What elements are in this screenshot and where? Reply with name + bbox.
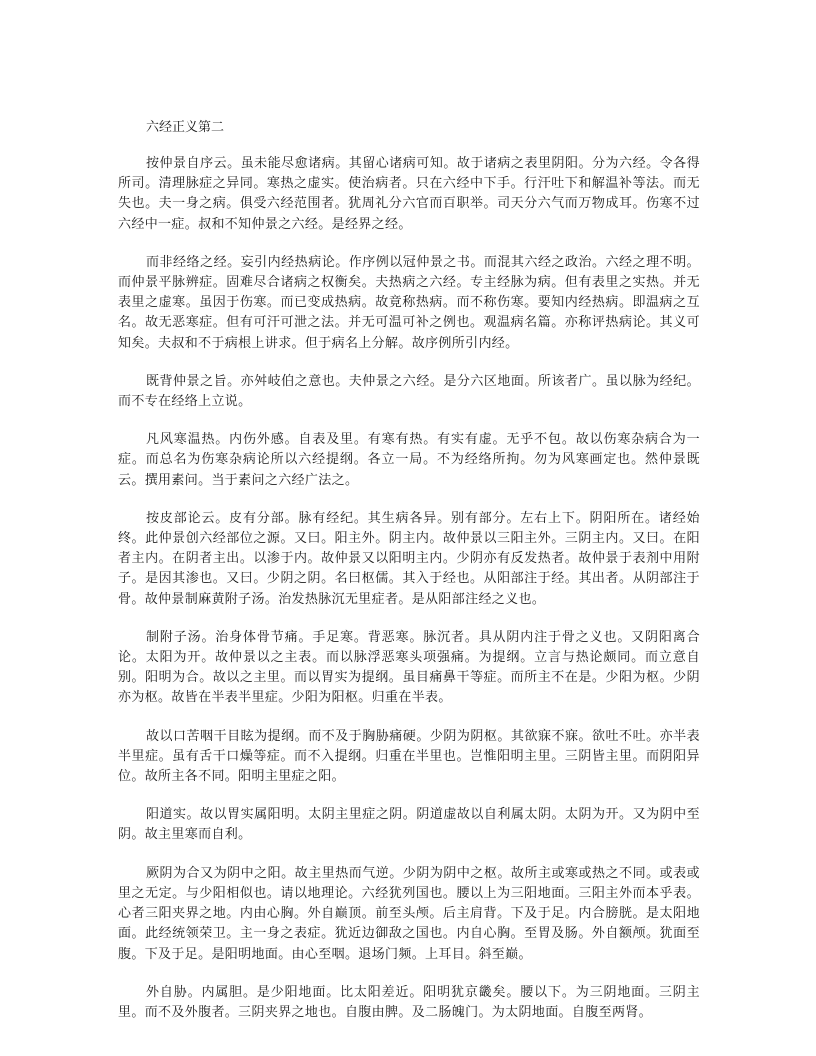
paragraph-6: 制附子汤。治身体骨节痛。手足寒。背恶寒。脉沉者。具从阴内注于骨之义也。又阴阳离合论。太阳为开。故仲景以之主表。而以脉浮恶寒头项强痛。为提纲。立言与热论颇同。而立意自别。阳明为合。故以之主里。而以胃实为提纲。虽目痛鼻干等症。而所主不在是。少阳为枢。少阴亦为枢。故皆在半表半里症。少阳为阳枢。归重在半表。 <box>118 629 700 706</box>
paragraph-1: 按仲景自序云。虽未能尽愈诸病。其留心诸病可知。故于诸病之表里阴阳。分为六经。令各得所司。清理脉症之异同。寒热之虚实。使治病者。只在六经中下手。行汗吐下和解温补等法。而无失也。夫一身之病。俱受六经范围者。犹周礼分六官而百职举。司天分六气而万物成耳。伤寒不过六经中一症。叔和不知仲景之六经。是经界之经。 <box>118 156 700 232</box>
paragraph-5: 按皮部论云。皮有分部。脉有经纪。其生病各异。别有部分。左右上下。阴阳所在。诸经始终。此仲景创六经部位之源。又曰。阳主外。阴主内。故仲景以三阳主外。三阴主内。又曰。在阳者主内。在阴者主出。以渗于内。故仲景又以阳明主内。少阴亦有反发热者。故仲景于表剂中用附子。是因其渗也。又曰。少阴之阴。名曰枢儒。其入于经也。从阳部注于经。其出者。从阴部注于骨。故仲景制麻黄附子汤。治发热脉沉无里症者。是从阳部注经之义也。 <box>118 510 700 607</box>
document-page <box>118 118 700 1041</box>
paragraph-9: 厥阴为合又为阴中之阳。故主里热而气逆。少阴为阴中之枢。故所主或寒或热之不同。或表或里之无定。与少阳相似也。请以地理论。六经犹列国也。腰以上为三阳地面。三阳主外而本乎表。心者三阳夹界之地。内由心胸。外自巅顶。前至头颅。后主肩背。下及于足。内合膀胱。是太阳地面。此经统领荣卫。主一身之表症。犹近边御敌之国也。内自心胸。至胃及肠。外自额颅。犹面至腹。下及于足。是阳明地面。由心至咽。退场门频。上耳目。斜至巅。 <box>118 865 700 962</box>
paragraph-10: 外自胁。内属胆。是少阳地面。比太阳差近。阳明犹京畿矣。腰以下。为三阴地面。三阴主里。而不及外腹者。三阴夹界之地也。自腹由脾。及二肠魄门。为太阴地面。自腹至两肾。 <box>118 984 700 1020</box>
paragraph-2: 而非经络之经。妄引内经热病论。作序例以冠仲景之书。而混其六经之政治。六经之理不明。而仲景平脉辨症。固难尽合诸病之权衡矣。夫热病之六经。专主经脉为病。但有表里之实热。并无表里之虚寒。虽因于伤寒。而已变成热病。故竟称热病。而不称伤寒。要知内经热病。即温病之互名。故无恶寒症。但有可汗可泄之法。并无可温可补之例也。观温病名篇。亦称评热病论。其义可知矣。夫叔和不于病根上讲求。但于病名上分解。故序例所引内经。 <box>118 254 700 351</box>
paragraph-4: 凡风寒温热。内伤外感。自表及里。有寒有热。有实有虚。无乎不包。故以伤寒杂病合为一症。而总名为伤寒杂病论所以六经提纲。各立一局。不为经络所拘。勿为风寒画定也。然仲景既云。撰用素问。当于素问之六经广法之。 <box>118 432 700 488</box>
section-title: 六经正义第二 <box>146 120 225 135</box>
paragraph-7: 故以口苦咽干目眩为提纲。而不及于胸胁痛硬。少阴为阴枢。其欲寐不寐。欲吐不吐。亦半表半里症。虽有舌干口燥等症。而不入提纲。归重在半里也。岂惟阳明主里。三阴皆主里。而阴阳异位。故所主各不同。阳明主里症之阳。 <box>118 728 700 785</box>
paragraph-3: 既背仲景之旨。亦舛岐伯之意也。夫仲景之六经。是分六区地面。所该者广。虽以脉为经纪。而不专在经络上立说。 <box>118 373 700 410</box>
paragraph-8: 阳道实。故以胃实属阳明。太阴主里症之阴。阴道虚故以自利属太阴。太阴为开。又为阴中至阴。故主里寒而自利。 <box>118 807 700 843</box>
